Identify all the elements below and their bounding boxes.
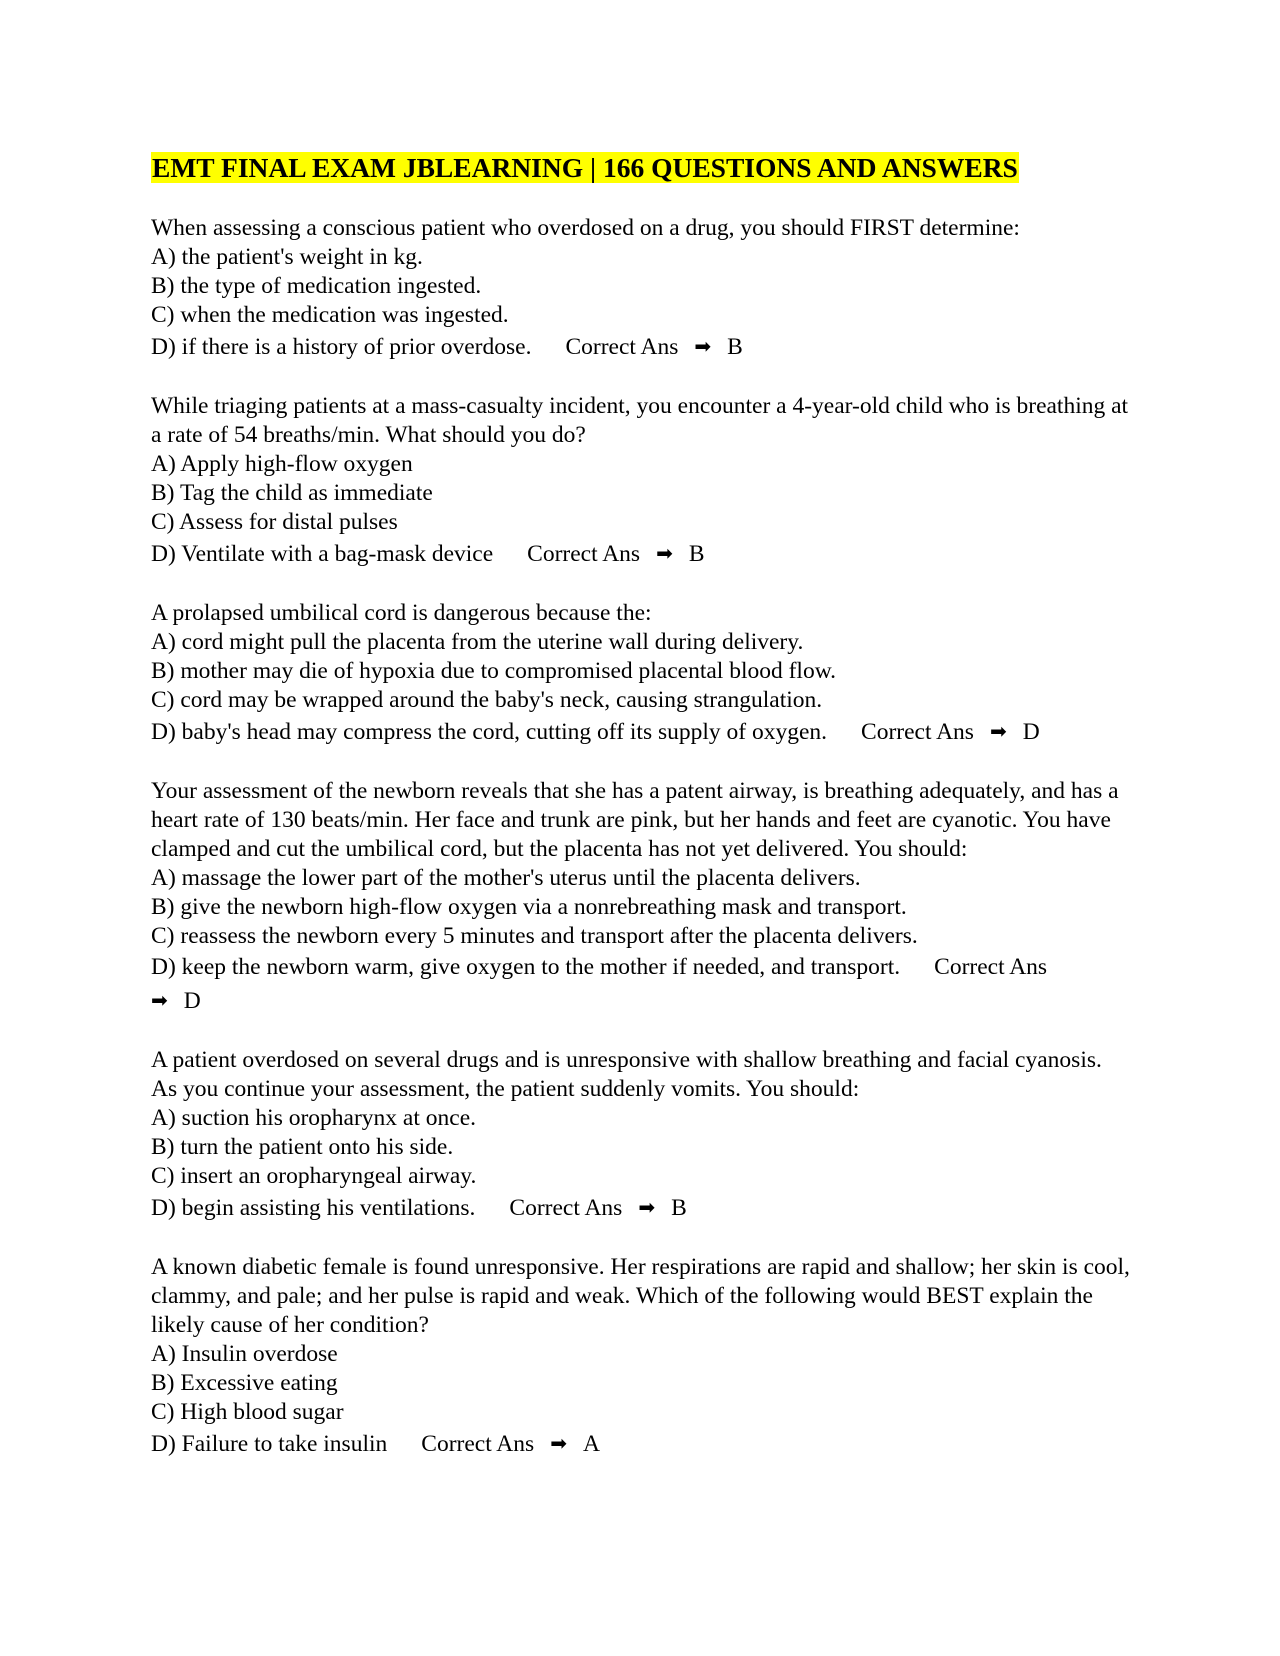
question-text: While triaging patients at a mass-casualty incident, you encounter a 4-year-old child who is breathing at a rate of 54 breaths/min. What should you do?: [151, 393, 1129, 448]
option-c: C) when the medication was ingested.: [151, 302, 509, 328]
right-arrow-icon: ➡: [989, 719, 1007, 743]
option-d-line: [151, 715, 1131, 749]
option-d-line: [151, 1191, 1131, 1225]
right-arrow-icon: ➡: [550, 1431, 567, 1455]
question-block-5: [151, 1046, 1131, 1225]
question-text: A known diabetic female is found unresponsive. Her respirations are rapid and shallow; her skin is cool, clammy, and pale; and her pulse is rapid and weak. Which of the following would BEST explain the likely cause of her condition?: [151, 1254, 1130, 1338]
option-c: C) High blood sugar: [151, 1399, 344, 1425]
answer-letter: D: [183, 988, 201, 1014]
correct-answer: [151, 988, 201, 1014]
correct-ans-label: Correct Ans: [527, 541, 641, 567]
exam-page-content: [151, 150, 1131, 1489]
correct-ans-label: Correct Ans: [509, 1195, 623, 1221]
correct-ans-label: Correct Ans: [421, 1431, 535, 1457]
option-d: D) keep the newborn warm, give oxygen to the mother if needed, and transport.: [151, 954, 901, 980]
option-d: D) baby's head may compress the cord, cutting off its supply of oxygen.: [151, 719, 828, 745]
right-arrow-icon: ➡: [694, 334, 712, 358]
right-arrow-icon: ➡: [656, 541, 673, 565]
option-b: B) the type of medication ingested.: [151, 273, 482, 299]
right-arrow-icon: ➡: [151, 988, 168, 1012]
correct-answer-label-part: [934, 954, 1047, 980]
option-a: A) Insulin overdose: [151, 1341, 338, 1367]
question-block-6: [151, 1253, 1131, 1461]
option-d: D) Ventilate with a bag-mask device: [151, 541, 494, 567]
option-b: B) mother may die of hypoxia due to compromised placental blood flow.: [151, 658, 837, 684]
option-d: D) begin assisting his ventilations.: [151, 1195, 476, 1221]
question-text: A prolapsed umbilical cord is dangerous because the:: [151, 600, 652, 626]
correct-answer: [527, 541, 704, 567]
option-c: C) reassess the newborn every 5 minutes and transport after the placenta delivers.: [151, 923, 918, 949]
option-b: B) turn the patient onto his side.: [151, 1134, 454, 1160]
right-arrow-icon: ➡: [638, 1195, 656, 1219]
question-block-1: [151, 214, 1131, 364]
option-a: A) suction his oropharynx at once.: [151, 1105, 477, 1131]
correct-answer: [565, 334, 742, 360]
option-d-line: [151, 330, 1131, 364]
answer-letter: B: [688, 541, 705, 567]
document-title: [151, 150, 1131, 186]
option-c: C) cord may be wrapped around the baby's neck, causing strangulation.: [151, 687, 823, 713]
option-c: C) Assess for distal pulses: [151, 509, 398, 535]
question-block-2: [151, 392, 1131, 571]
correct-ans-label: Correct Ans: [861, 719, 974, 745]
option-a: A) massage the lower part of the mother's uterus until the placenta delivers.: [151, 865, 861, 891]
option-b: B) give the newborn high-flow oxygen via a nonrebreathing mask and transport.: [151, 894, 907, 920]
answer-letter: B: [671, 1195, 687, 1221]
correct-answer: [421, 1431, 600, 1457]
answer-letter: B: [727, 334, 743, 360]
correct-ans-label: Correct Ans: [565, 334, 679, 360]
option-d-line: [151, 537, 1131, 571]
question-text: Your assessment of the newborn reveals that she has a patent airway, is breathing adequately, and has a heart rate of 130 beats/min. Her face and trunk are pink, but her hands and feet are cyanotic. You have clamped and cut the umbilical cord, but the placenta has not yet delivered. You should:: [151, 778, 1119, 862]
option-b: B) Tag the child as immediate: [151, 480, 433, 506]
option-c: C) insert an oropharyngeal airway.: [151, 1163, 477, 1189]
option-d: D) if there is a history of prior overdose.: [151, 334, 532, 360]
answer-letter: D: [1022, 719, 1040, 745]
option-d: D) Failure to take insulin: [151, 1431, 388, 1457]
question-text: When assessing a conscious patient who overdosed on a drug, you should FIRST determine:: [151, 215, 1020, 241]
correct-answer: [509, 1195, 686, 1221]
answer-letter: A: [582, 1431, 600, 1457]
option-b: B) Excessive eating: [151, 1370, 338, 1396]
option-a: A) cord might pull the placenta from the uterine wall during delivery.: [151, 629, 804, 655]
correct-ans-label: Correct Ans: [934, 954, 1048, 980]
option-d-line: [151, 1427, 1131, 1461]
question-block-4: [151, 777, 1131, 1018]
question-text: A patient overdosed on several drugs and is unresponsive with shallow breathing and facial cyanosis. As you continue your assessment, the patient suddenly vomits. You should:: [151, 1047, 1102, 1102]
title-highlight: EMT FINAL EXAM JBLEARNING | 166 QUESTIONS AND ANSWERS: [152, 152, 1018, 183]
correct-answer: [861, 719, 1040, 745]
option-a: A) Apply high-flow oxygen: [151, 451, 413, 477]
question-block-3: [151, 599, 1131, 749]
option-d-line: [151, 951, 1131, 1018]
option-a: A) the patient's weight in kg.: [151, 244, 423, 270]
